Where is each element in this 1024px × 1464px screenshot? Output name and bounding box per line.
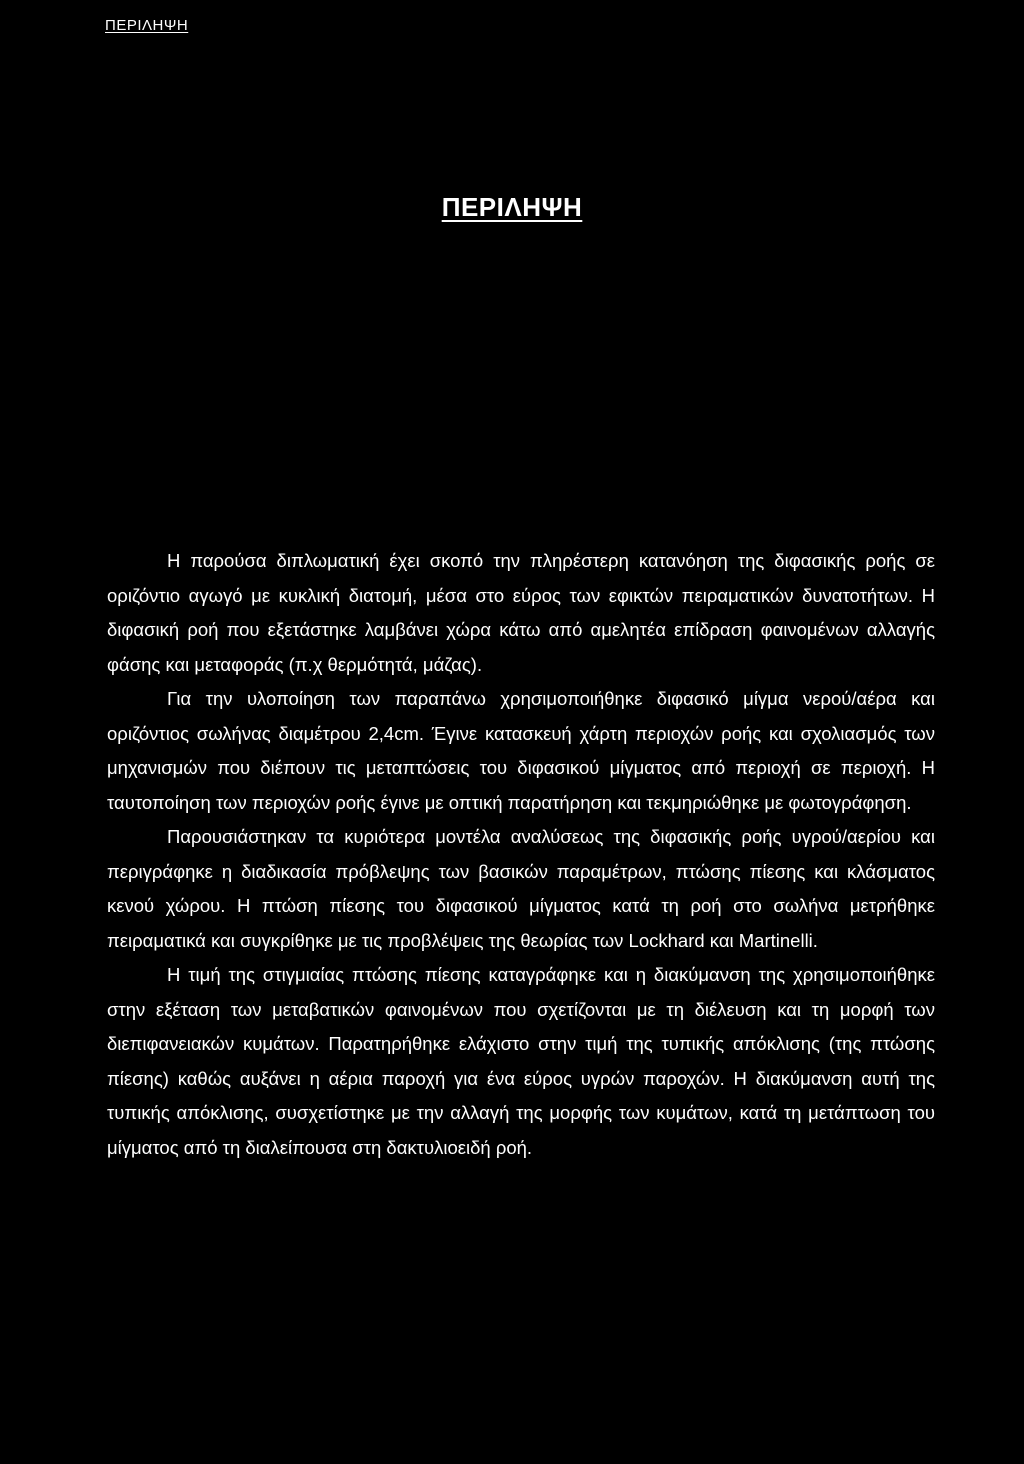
paragraph-3: Παρουσιάστηκαν τα κυριότερα μοντέλα αναλύσεως της διφασικής ροής υγρού/αερίου και περιγράφηκε η διαδικασία πρόβλεψης των βασικών παραμέτρων, πτώσης πίεσης και κλάσματος κενού χώρου. Η πτώση πίεσης του διφασικού μίγματος κατά τη ροή στο σωλήνα μετρήθηκε πειραματικά και συγκρίθηκε με τις προβλέψεις της θεωρίας των Lockhard και Martinelli.	[107, 826, 935, 951]
abstract-body	[107, 544, 935, 1165]
running-header: ΠΕΡΙΛΗΨΗ	[105, 17, 189, 34]
paragraph-1: Η παρούσα διπλωματική έχει σκοπό την πληρέστερη κατανόηση της διφασικής ροής σε οριζόντιο αγωγό με κυκλική διατομή, μέσα στο εύρος των εφικτών πειραματικών δυνατοτήτων. Η διφασική ροή που εξετάστηκε λαμβάνει χώρα κάτω από αμελητέα επίδραση φαινομένων αλλαγής φάσης και μεταφοράς (π.χ θερμότητά, μάζας).	[107, 550, 935, 675]
paragraph-4: Η τιμή της στιγμιαίας πτώσης πίεσης καταγράφηκε και η διακύμανση της χρησιμοποιήθηκε στην εξέταση των μεταβατικών φαινομένων που σχετίζονται με τη διέλευση και τη μορφή των διεπιφανειακών κυμάτων. Παρατηρήθηκε ελάχιστο στην τιμή της τυπικής απόκλισης (της πτώσης πίεσης) καθώς αυξάνει η αέρια παροχή για ένα εύρος υγρών παροχών. Η διακύμανση αυτή της τυπικής απόκλισης, συσχετίστηκε με την αλλαγή της μορφής των κυμάτων, κατά τη μετάπτωση του μίγματος από τη διαλείπουσα στη δακτυλιοειδή ροή.	[107, 964, 935, 1158]
paragraph-2: Για την υλοποίηση των παραπάνω χρησιμοποιήθηκε διφασικό μίγμα νερού/αέρα και οριζόντιος σωλήνας διαμέτρου 2,4cm. Έγινε κατασκευή χάρτη περιοχών ροής και σχολιασμός των μηχανισμών που διέπουν τις μεταπτώσεις του διφασικού μίγματος από περιοχή σε περιοχή. Η ταυτοποίηση των περιοχών ροής έγινε με οπτική παρατήρηση και τεκμηριώθηκε με φωτογράφηση.	[107, 688, 935, 813]
page-title: ΠΕΡΙΛΗΨΗ	[441, 192, 583, 222]
